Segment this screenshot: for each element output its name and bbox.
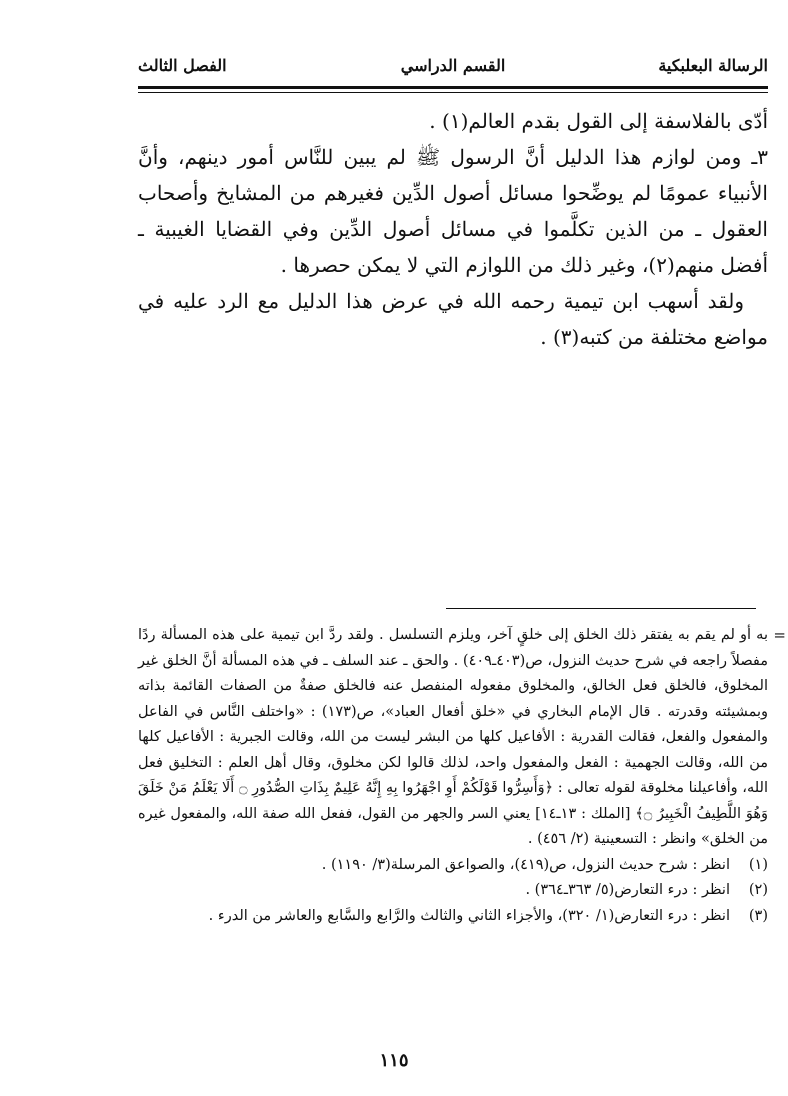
footnote-item [138, 853, 768, 879]
section-title: القسم الدراسي [400, 56, 506, 75]
book-title: الرسالة البعلبكية [658, 56, 768, 75]
header-rule-thin [138, 92, 768, 93]
paragraph-3: ولقد أسهب ابن تيمية رحمه الله في عرض هذا الدليل مع الرد عليه في مواضع مختلفة من كتبه(٣) . [138, 289, 768, 349]
footnote-item [138, 878, 768, 904]
chapter-title: الفصل الثالث [138, 56, 227, 75]
page-number: ١١٥ [379, 1050, 409, 1071]
main-text [138, 103, 768, 355]
paragraph-1: أدّى بالفلاسفة إلى القول بقدم العالم(١) . [429, 109, 768, 133]
footnote-number: (٢) [748, 882, 768, 898]
footnote-list [138, 853, 768, 930]
footnote-text: انظر : شرح حديث النزول، ص(٤١٩)، والصواعق المرسلة(٣/ ١١٩٠) . [321, 856, 730, 873]
footnote-number: (١) [748, 856, 768, 873]
running-head [138, 56, 768, 82]
paragraph-2: ٣ـ ومن لوازم هذا الدليل أنَّ الرسول ﷺ لم يبين للنَّاس أمور دينهم، وأنَّ الأنبياء عمومًا لم يوضِّحوا مسائل أصول الدِّين فغيرهم من المشايخ وأصحاب العقول ـ من الذين تكلَّموا في مسائل أصول الدِّين وفي القضايا الغيبية ـ أفضل منهم(٢)، وغير ذلك من اللوازم التي لا يمكن حصرها . [138, 145, 768, 277]
footnote-number: (٣) [748, 907, 768, 924]
footnotes [138, 623, 786, 929]
footnote-text: انظر : درء التعارض(١/ ٣٢٠)، والأجزاء الثاني والثالث والرَّابع والسَّابع والعاشر من الدرء . [208, 907, 730, 924]
footnote-continuation-mark: = [773, 626, 786, 644]
footnote-continued-text: به أو لم يقم به يفتقر ذلك الخلق إلى خلقٍ آخر، ويلزم التسلسل . ولقد ردَّ ابن تيمية على هذه المسألة ردًا مفصلاً راجعه في شرح حديث النزول، ص(٤٠٣ـ٤٠٩) . والحق ـ عند السلف ـ في هذه المسألة أنَّ الخلق غير المخلوق، فالخلق فعل الخالق، والمخلوق مفعوله المنفصل عنه فالخلق صفةٌ من الصفات القائمة بذاته وبمشيئته وقدرته . قال الإمام البخاري في «خلق أفعال العباد»، ص(١٧٣) : «واختلف النَّاس في الفاعل والمفعول والفعل، فقالت القدرية : الأفاعيل كلها من البشر ليست من الله، وقالت الجبرية : الأفاعيل كلها من الله، وقالت الجهمية : الفعل والمفعول واحد، لذلك قالوا لكن مخلوق، وقال أهل العلم : التخليق فعل الله، وأفاعيلنا مخلوقة لقوله تعالى : ﴿وَأَسِرُّوا قَوْلَكُمْ أَوِ اجْهَرُوا بِهِ إِنَّهُ عَلِيمٌ بِذَاتِ الصُّدُورِ ۝ أَلَا يَعْلَمُ مَنْ خَلَقَ وَهُوَ اللَّطِيفُ الْخَبِيرُ ۝﴾ [الملك : ١٣ـ١٤] يعني السر والجهر من القول، ففعل الله صفة الله، والمفعول غيره من الخلق» وانظر : التسعينية (٢/ ٤٥٦) . [138, 627, 768, 847]
footnote-item [138, 904, 768, 930]
footnote-text: انظر : درء التعارض(٥/ ٣٦٣ـ٣٦٤) . [525, 882, 730, 898]
header-rule-thick [138, 86, 768, 89]
footnote-separator [446, 608, 756, 609]
